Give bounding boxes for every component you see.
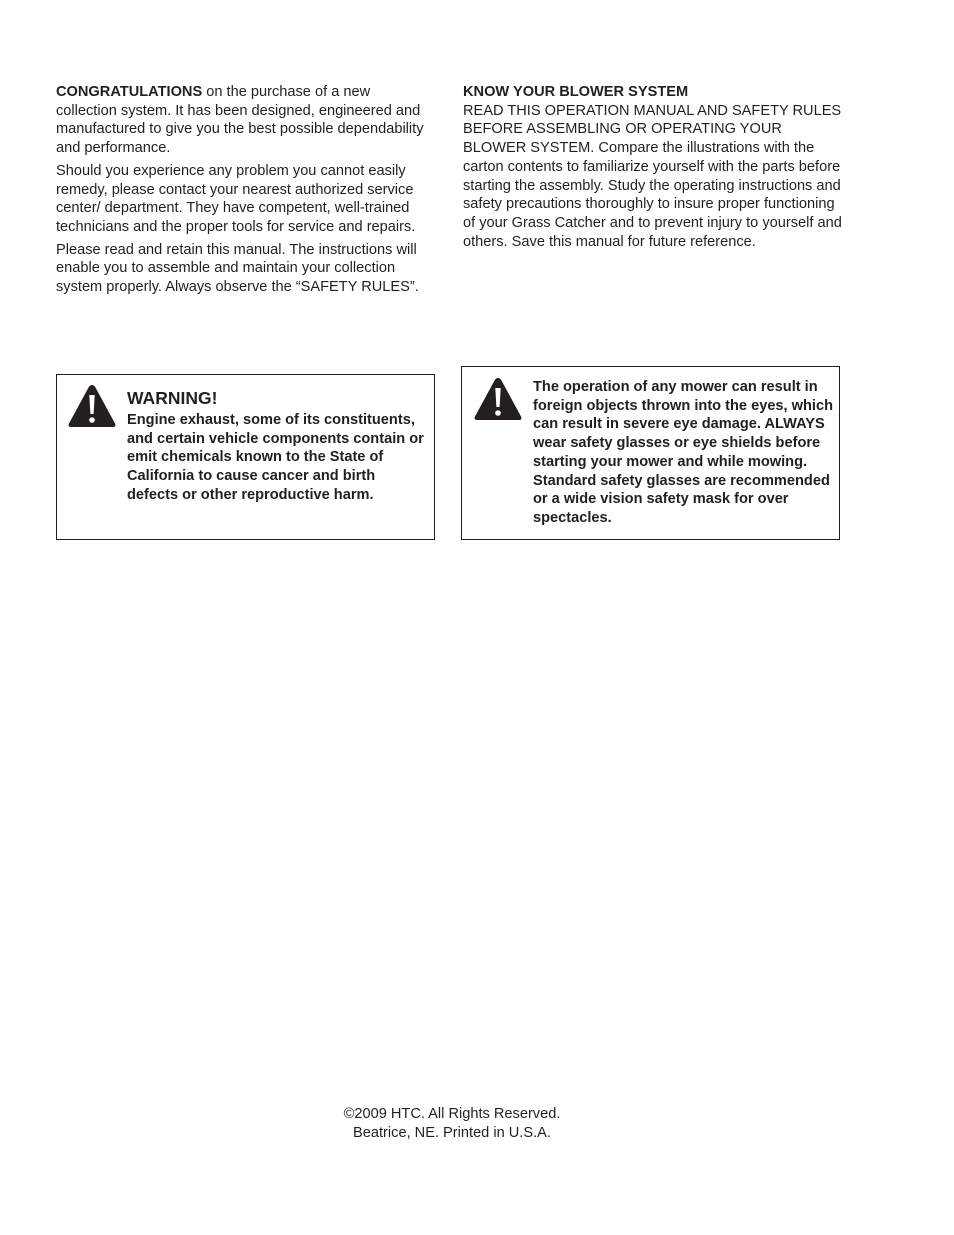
intro-paragraph-2: Should you experience any problem you cannot easily remedy, please contact your nearest authorized service center/ department. They have competent, well-trained technicians and the proper tools for service and repairs. (56, 162, 416, 235)
intro-paragraph-3: Please read and retain this manual. The instructions will enable you to assemble and maintain your collection system properly. Always observe the “SAFETY RULES”. (56, 241, 419, 296)
eye-safety-warning-box (461, 366, 840, 540)
intro-column (56, 83, 434, 301)
warning-triangle-icon (473, 376, 523, 422)
copyright-line: ©2009 HTC. All Rights Reserved. (343, 1106, 561, 1122)
california-warning-text (127, 387, 427, 505)
know-system-column (463, 83, 845, 255)
eye-safety-warning-body: The operation of any mower can result in foreign objects thrown into the eyes, which can result in severe eye damage. ALWAYS wear safety glasses or eye shields before starting your mower and while mowing. Standard safety glasses are recommended or a wide vision safety mask for over spectacles. (533, 379, 834, 526)
warning-title: WARNING! (127, 388, 218, 408)
congratulations-lead: CONGRATULATIONS (56, 84, 203, 100)
eye-safety-warning-text (533, 378, 833, 528)
warning-triangle-icon (67, 383, 117, 429)
printed-location-line: Beatrice, NE. Printed in U.S.A. (353, 1125, 551, 1141)
copyright-footer (0, 1105, 904, 1143)
know-system-body: READ THIS OPERATION MANUAL AND SAFETY RULES BEFORE ASSEMBLING OR OPERATING YOUR BLOWER SYSTEM. Compare the illustrations with the carton contents to familiarize yourself with the parts before starting the assembly. Study the operating instructions and safety precautions thoroughly to insure proper functioning of your Grass Catcher and to prevent injury to yourself and others. Save this manual for future reference. (463, 102, 842, 250)
know-system-heading: KNOW YOUR BLOWER SYSTEM (463, 84, 689, 100)
intro-lead-rest: on the purchase of a new collection system. It has been designed, engineered and manufactured to give you the best possible dependability and performance. (56, 84, 424, 157)
intro-paragraph-1 (56, 83, 434, 158)
california-warning-body: Engine exhaust, some of its constituents, and certain vehicle components contain or emit chemicals known to the State of California to cause cancer and birth defects or other reproductive harm. (127, 412, 424, 503)
california-warning-box (56, 374, 435, 540)
